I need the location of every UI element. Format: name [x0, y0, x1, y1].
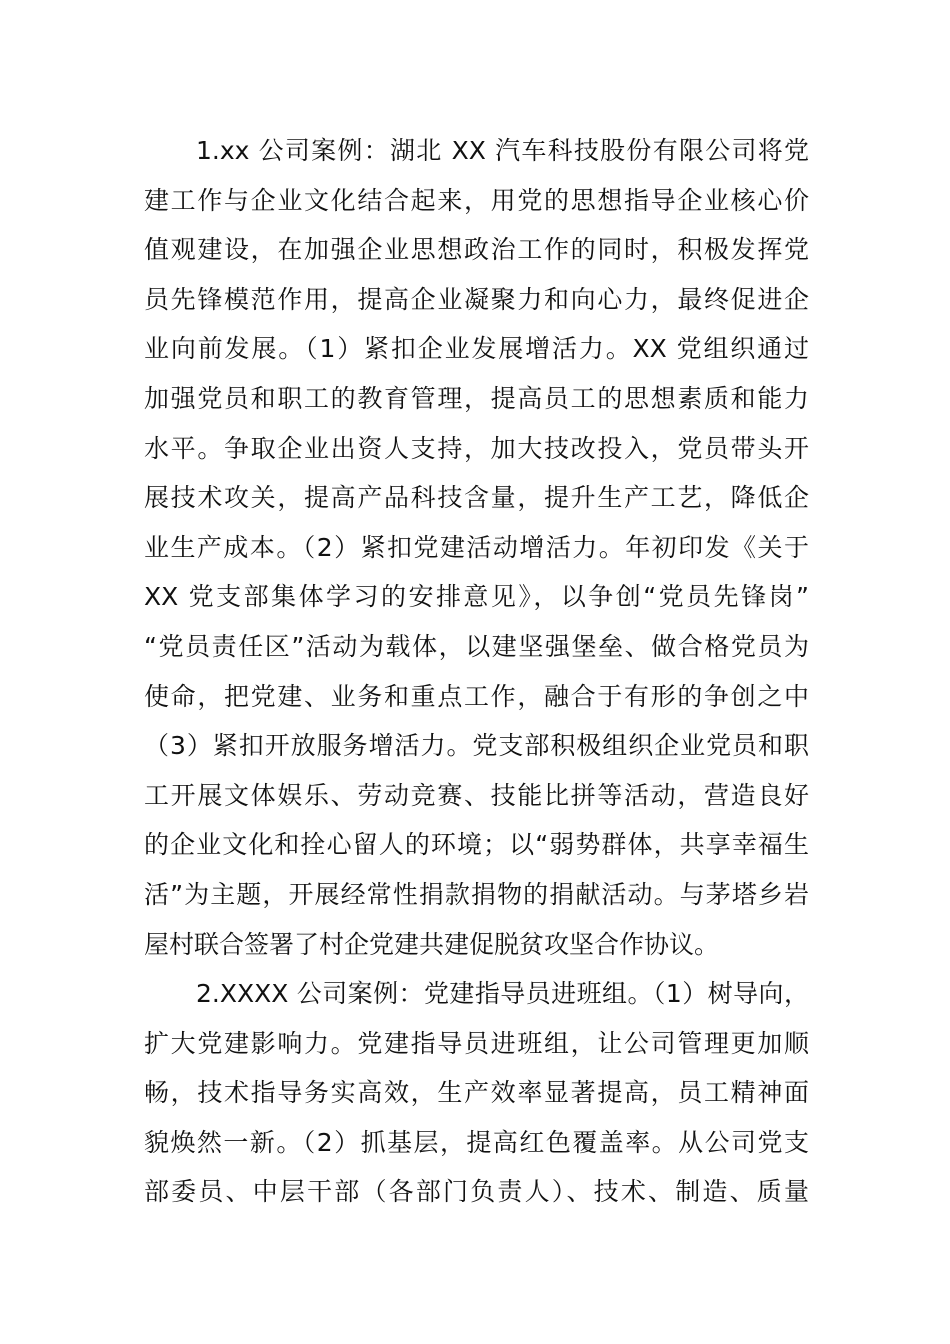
paragraph-2-line-1: 2.XXXX 公司案例：党建指导员进班组。（1）树导向，	[196, 979, 809, 1009]
paragraph-1-line-9: 业生产成本。（2）紧扣党建活动增活力。年初印发《关于	[144, 532, 809, 562]
paragraph-2-line-3: 畅，技术指导务实高效，生产效率显著提高，员工精神面	[144, 1078, 809, 1108]
paragraph-1-line-3: 值观建设，在加强企业思想政治工作的同时，积极发挥党	[144, 235, 809, 265]
paragraph-1-line-4: 员先锋模范作用，提高企业凝聚力和向心力，最终促进企	[144, 284, 809, 314]
paragraph-2-line-5: 部委员、中层干部（各部门负责人）、技术、制造、质量	[144, 1177, 809, 1207]
paragraph-1-line-2: 建工作与企业文化结合起来，用党的思想指导企业核心价	[144, 185, 809, 215]
paragraph-1-line-14: 工开展文体娱乐、劳动竞赛、技能比拼等活动，营造良好	[144, 780, 809, 810]
paragraph-1-line-1: 1.xx 公司案例：湖北 XX 汽车科技股份有限公司将党	[196, 136, 809, 165]
body-text	[144, 126, 809, 1217]
paragraph-1-line-10: XX 党支部集体学习的安排意见》，以争创“党员先锋岗”	[144, 582, 809, 612]
paragraph-1-line-17: 屋村联合签署了村企党建共建促脱贫攻坚合作协议。	[144, 929, 720, 959]
paragraph-2-line-4: 貌焕然一新。（2）抓基层，提高红色覆盖率。从公司党支	[144, 1127, 809, 1157]
paragraph-2-line-2: 扩大党建影响力。党建指导员进班组，让公司管理更加顺	[144, 1028, 809, 1058]
paragraph-1-line-13: （3）紧扣开放服务增活力。党支部积极组织企业党员和职	[144, 731, 809, 761]
paragraph-1-line-15: 的企业文化和拴心留人的环境；以“弱势群体，共享幸福生	[144, 830, 809, 860]
paragraph-1-line-6: 加强党员和职工的教育管理，提高员工的思想素质和能力	[144, 383, 809, 413]
paragraph-1-line-16: 活”为主题，开展经常性捐款捐物的捐献活动。与茅塔乡岩	[144, 879, 809, 909]
paragraph-1-line-8: 展技术攻关，提高产品科技含量，提升生产工艺，降低企	[144, 483, 809, 513]
paragraph-1-line-7: 水平。争取企业出资人支持，加大技改投入，党员带头开	[144, 433, 809, 463]
paragraph-1-line-5: 业向前发展。（1）紧扣企业发展增活力。XX 党组织通过	[144, 334, 809, 364]
paragraph-1-line-11: “党员责任区”活动为载体，以建坚强堡垒、做合格党员为	[144, 631, 809, 661]
paragraph-1-line-12: 使命，把党建、业务和重点工作，融合于有形的争创之中	[144, 681, 809, 711]
